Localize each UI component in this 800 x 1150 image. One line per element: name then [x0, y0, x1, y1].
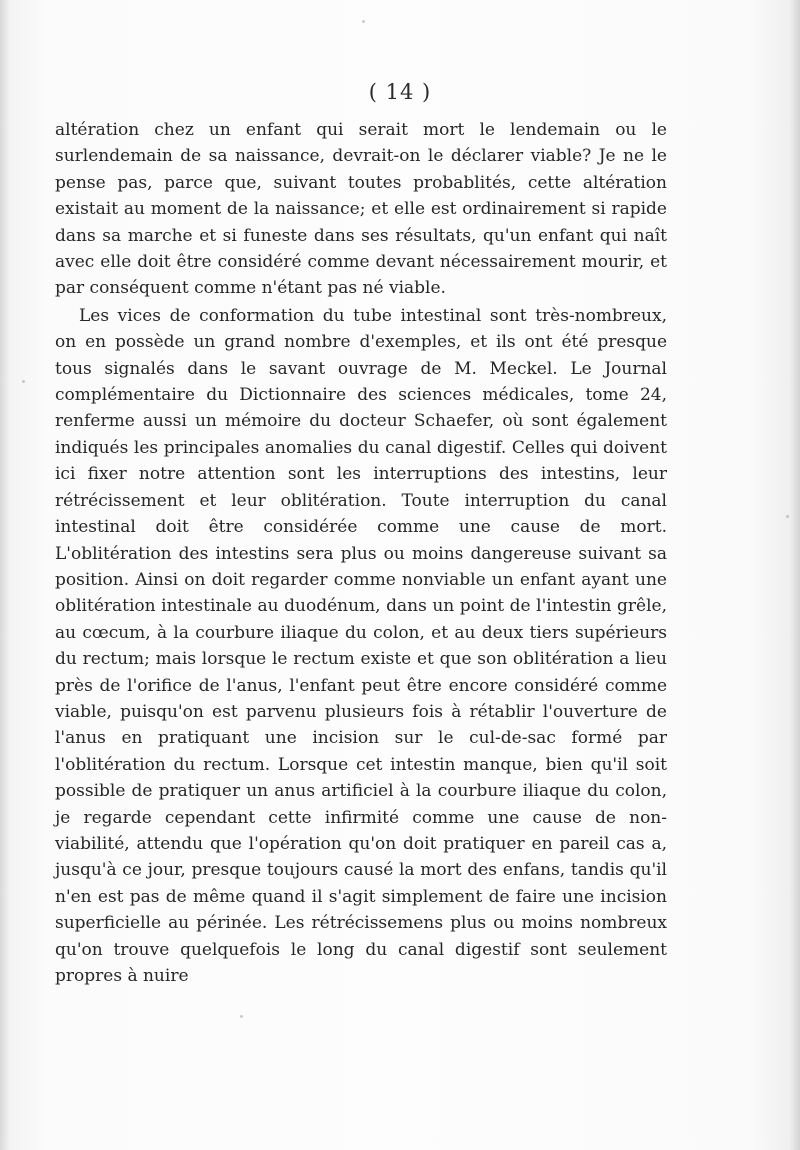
page-number: ( 14 )	[368, 80, 432, 104]
page-edge-left	[0, 0, 10, 1150]
page-edge-right	[790, 0, 800, 1150]
text-body	[55, 117, 667, 989]
paragraph-continuation: altération chez un enfant qui serait mort le lendemain ou le surlendemain de sa naissance, devrait-on le déclarer viable? Je ne le pense pas, parce que, suivant toutes probablités, cette altération existait au moment de la naissance; et elle est ordinairement si rapide dans sa marche et si funeste dans ses résultats, qu'un enfant qui naît avec elle doit être considéré comme devant nécessairement mourir, et par conséquent comme n'étant pas né viable.	[55, 120, 667, 299]
paragraph-intestinal-malformations: Les vices de conformation du tube intestinal sont très-nombreux, on en possède un grand nombre d'exemples, et ils ont été presque tous signalés dans le savant ouvrage de M. Meckel. Le Journal complémentaire du Dictionnaire des sciences médicales, tome 24, renferme aussi un mémoire du docteur Schaefer, où sont également indiqués les principales anomalies du canal digestif. Celles qui doivent ici fixer notre attention sont les interruptions des intestins, leur rétrécissement et leur oblitération. Toute interruption du canal intestinal doit être considérée comme une cause de mort. L'oblitération des intestins sera plus ou moins dangereuse suivant sa position. Ainsi on doit regarder comme nonviable un enfant ayant une oblitération intestinale au duodénum, dans un point de l'intestin grêle, au cœcum, à la courbure iliaque du colon, et au deux tiers supérieurs du rectum; mais lorsque le rectum existe et que son oblitération a lieu près de l'orifice de l'anus, l'enfant peut être encore considéré comme viable, puisqu'on est parvenu plusieurs fois à rétablir l'ouverture de l'anus en pratiquant une incision sur le cul-de-sac formé par l'oblitération du rectum. Lorsque cet intestin manque, bien qu'il soit possible de pratiquer un anus artificiel à la courbure iliaque du colon, je regarde cependant cette infirmité comme une cause de non-viabilité, attendu que l'opération qu'on doit pratiquer en pareil cas a, jusqu'à ce jour, presque toujours causé la mort des enfans, tandis qu'il n'en est pas de même quand il s'agit simplement de faire une incision superficielle au périnée. Les rétrécissemens plus ou moins nombreux qu'on trouve quelquefois le long du canal digestif sont seulement propres à nuire	[55, 305, 667, 986]
paper-speck	[362, 20, 365, 23]
paper-speck	[240, 1015, 243, 1018]
paper-speck	[22, 380, 25, 383]
paper-speck	[786, 515, 789, 518]
